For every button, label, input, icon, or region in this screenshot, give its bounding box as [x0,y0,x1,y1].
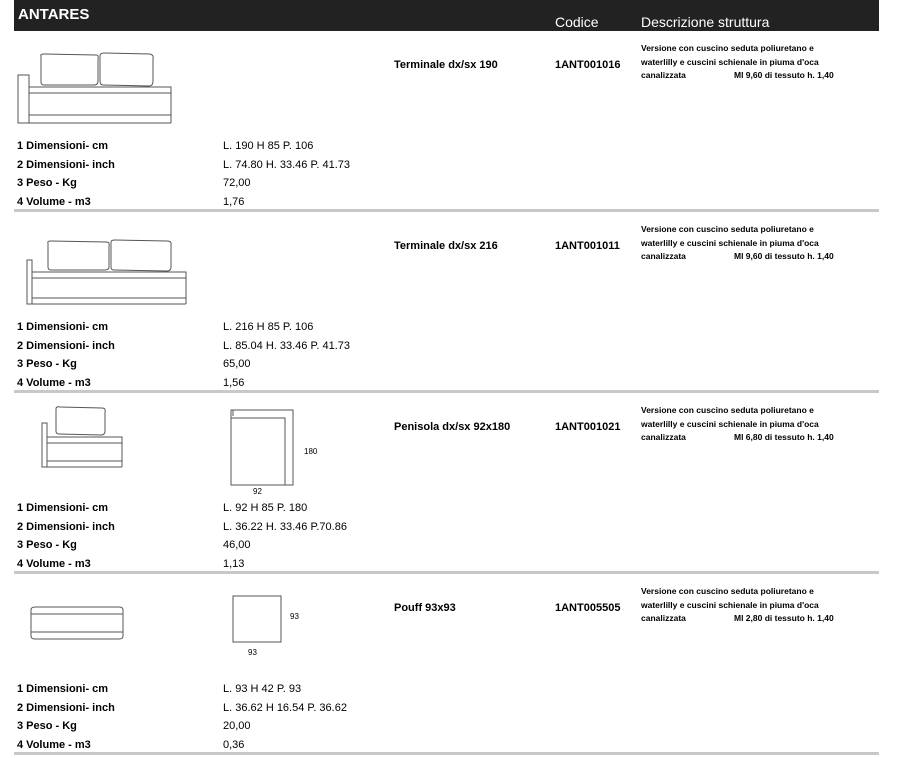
column-header-description: Descrizione struttura [641,14,770,30]
spec-value: L. 36.22 H. 33.46 P.70.86 [223,520,347,533]
sofa-terminal-216-drawing [14,212,194,312]
plan-depth-label: 180 [304,447,318,456]
spec-label: 2 Dimensioni- inch [17,158,115,171]
product-description [641,404,871,445]
product-description [641,585,871,626]
plan-width-label: 92 [253,487,262,496]
spec-value: 1,13 [223,557,245,570]
fabric-requirement: Ml 9,60 di tessuto h. 1,40 [734,251,834,261]
spec-label: 1 Dimensioni- cm [17,140,109,152]
product-code: 1ANT001021 [555,421,621,433]
row-divider [14,752,879,755]
description-line: waterlilly e cuscini schienale in piuma d'oca [641,237,819,248]
spec-label: 3 Peso - Kg [17,358,77,370]
spec-label: 1 Dimensioni- cm [17,502,109,514]
sofa-penisola-drawing [14,393,144,493]
description-line: waterlilly e cuscini schienale in piuma d'oca [641,56,819,67]
description-line: canalizzata [641,613,686,623]
description-line: Versione con cuscino seduta poliuretano e [641,405,814,415]
product-description [641,223,871,264]
product-name: Terminale dx/sx 190 [394,59,498,71]
spec-label: 4 Volume - m3 [17,376,91,389]
description-line: waterlilly e cuscini schienale in piuma d'oca [641,599,819,610]
fabric-requirement: Ml 6,80 di tessuto h. 1,40 [734,432,834,442]
product-row [14,393,879,574]
product-code: 1ANT005505 [555,602,621,614]
spec-label: 2 Dimensioni- inch [17,339,115,352]
column-header-code: Codice [555,14,599,30]
spec-label: 1 Dimensioni- cm [17,683,109,695]
product-code: 1ANT001016 [555,59,621,71]
spec-value: L. 216 H 85 P. 106 [223,321,314,333]
description-line: canalizzata [641,70,686,80]
spec-value: L. 92 H 85 P. 180 [223,502,308,514]
description-line: canalizzata [641,251,686,261]
spec-label: 2 Dimensioni- inch [17,520,115,533]
spec-value: L. 74.80 H. 33.46 P. 41.73 [223,158,351,171]
spec-value: 1,76 [223,195,245,208]
product-row [14,212,879,393]
spec-label: 3 Peso - Kg [17,177,77,189]
spec-label: 4 Volume - m3 [17,557,91,570]
spec-label: 2 Dimensioni- inch [17,701,115,714]
spec-value: L. 85.04 H. 33.46 P. 41.73 [223,339,351,352]
description-line: Versione con cuscino seduta poliuretano e [641,224,814,234]
spec-label: 1 Dimensioni- cm [17,321,109,333]
pouff-plan-diagram [231,594,286,649]
pouff-drawing [14,574,144,674]
spec-label: 3 Peso - Kg [17,539,77,551]
sofa-terminal-190-drawing [14,31,184,131]
spec-value: L. 93 H 42 P. 93 [223,683,302,695]
description-line: Versione con cuscino seduta poliuretano e [641,43,814,53]
spec-value: 0,36 [223,738,245,751]
plan-width-label: 93 [248,648,257,657]
spec-value: 72,00 [223,177,251,189]
spec-value: 46,00 [223,539,251,551]
product-name: Pouff 93x93 [394,602,456,614]
spec-value: 20,00 [223,720,251,732]
fabric-requirement: Ml 2,80 di tessuto h. 1,40 [734,613,834,623]
description-line: Versione con cuscino seduta poliuretano e [641,586,814,596]
spec-label: 4 Volume - m3 [17,738,91,751]
spec-value: L. 36.62 H 16.54 P. 36.62 [223,701,347,714]
product-row [14,31,879,212]
spec-value: L. 190 H 85 P. 106 [223,140,314,152]
penisola-plan-diagram [229,408,304,488]
catalog-header [14,0,879,31]
spec-label: 3 Peso - Kg [17,720,77,732]
brand-title: ANTARES [18,6,90,23]
product-code: 1ANT001011 [555,240,620,252]
product-name: Terminale dx/sx 216 [394,240,498,252]
description-line: waterlilly e cuscini schienale in piuma d'oca [641,418,819,429]
description-line: canalizzata [641,432,686,442]
spec-value: 1,56 [223,376,245,389]
spec-value: 65,00 [223,358,251,370]
product-name: Penisola dx/sx 92x180 [394,421,511,433]
product-description [641,42,871,83]
fabric-requirement: Ml 9,60 di tessuto h. 1,40 [734,70,834,80]
spec-label: 4 Volume - m3 [17,195,91,208]
product-row [14,574,879,755]
plan-depth-label: 93 [290,612,299,621]
